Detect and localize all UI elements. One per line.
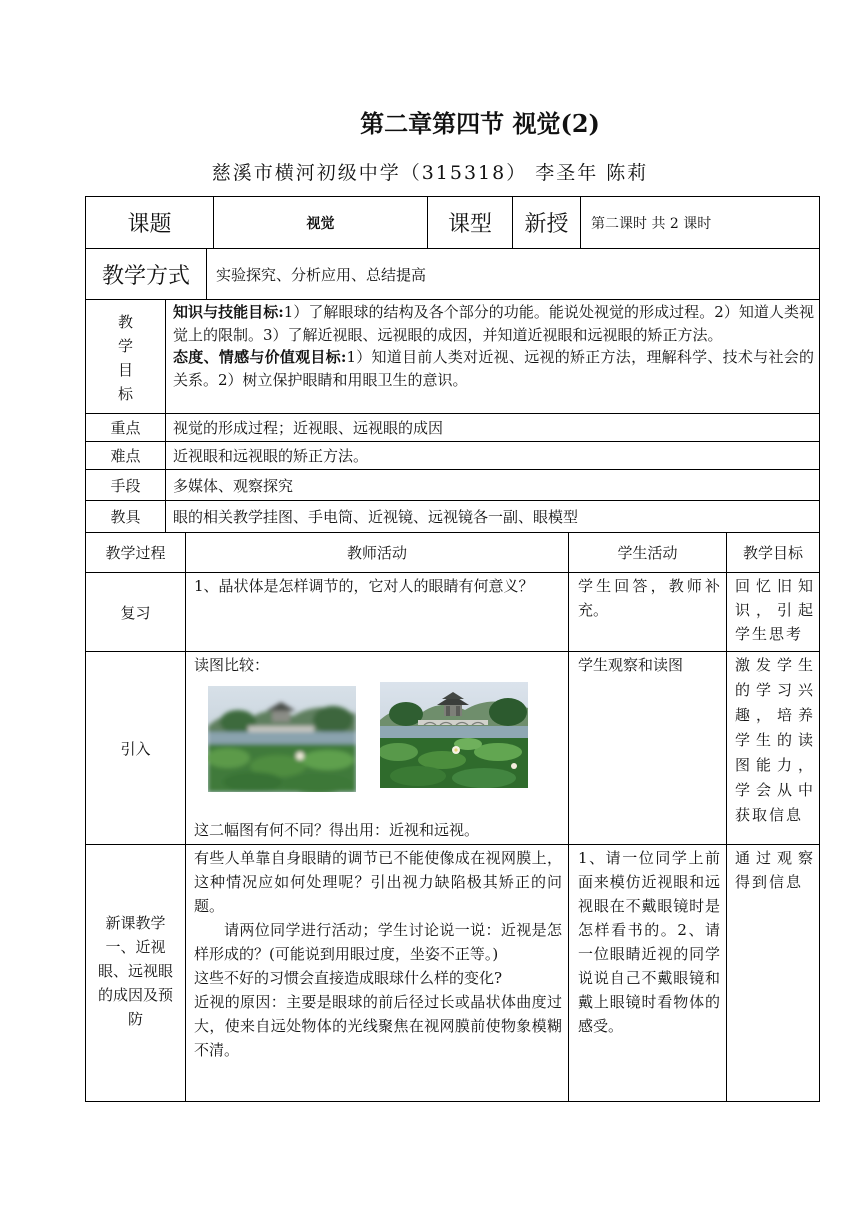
header-goal-label: 教学目标 [742, 544, 803, 562]
goal-value-cell [165, 299, 820, 414]
process-header-stage [85, 532, 186, 573]
student-newlesson-text: 1、请一位同学上前面来模仿近视眼和远视眼在不戴眼镜时是怎样看书的。2、请一位眼睛近视的同学说说自己不戴眼镜和戴上眼镜时看物体的感受。 [578, 849, 720, 1035]
goal-knowledge-text: 1）了解眼球的结构及各个部分的功能。能说处视觉的形成过程。2）知道人类视觉上的限制。3）了解近视眼、远视眼的成因，并知道近视眼和远视眼的矫正方法。 [173, 303, 814, 344]
goal-attitude-label: 态度、情感与价值观目标: [173, 348, 347, 366]
clear-landscape-image [380, 682, 528, 788]
topic-value: 视觉 [306, 215, 335, 232]
method-label-cell [85, 248, 207, 300]
teacher-review-cell [185, 572, 569, 652]
method-value-cell [206, 248, 820, 300]
process-header-student [568, 532, 727, 573]
means-value-cell [165, 469, 820, 501]
goal-label-char: 学 [117, 337, 133, 355]
student-newlesson-cell [568, 844, 727, 1102]
difficulty-label: 难点 [110, 447, 141, 465]
process-header-goal [726, 532, 820, 573]
key-value-cell [165, 413, 820, 442]
tools-value-cell [165, 500, 820, 533]
topic-label-cell [85, 196, 214, 249]
stage-newlesson: 新课教学一、近视眼、远视眼的成因及预防 [97, 914, 173, 1028]
difficulty-value-cell [165, 441, 820, 470]
goal-label-cell [85, 299, 166, 414]
type-label: 课型 [447, 212, 492, 237]
student-intro-cell [568, 651, 727, 845]
means-label-cell [85, 469, 166, 501]
student-intro-text: 学生观察和读图 [578, 656, 684, 674]
goal-review-cell [726, 572, 820, 652]
header-stage-label: 教学过程 [105, 544, 166, 562]
tools-value: 眼的相关教学挂图、手电筒、近视镜、远视镜各一副、眼模型 [173, 508, 579, 526]
goal-review-text: 回忆旧知识，引起学生思考 [735, 577, 815, 643]
teacher-intro-conclusion: 这二幅图有何不同？得出用：近视和远视。 [194, 821, 480, 839]
teacher-newlesson-p2: 请两位同学进行活动；学生讨论说一说：近视是怎样形成的？(可能说到用眼过度，坐姿不正等。) [194, 921, 562, 963]
stage-intro: 引入 [120, 739, 151, 758]
teacher-intro-prompt: 读图比较： [194, 656, 270, 674]
type-value: 新授 [524, 212, 569, 237]
blurry-landscape-image [208, 686, 356, 792]
student-review-text: 学生回答，教师补充。 [578, 577, 720, 619]
goal-knowledge-label: 知识与技能目标: [173, 303, 284, 321]
process-header-teacher [185, 532, 569, 573]
topic-label: 课题 [127, 212, 172, 237]
goal-intro-text: 激发学生的学习兴趣，培养学生的读图能力，学会从中获取信息 [735, 656, 815, 824]
stage-review: 复习 [120, 603, 151, 622]
teacher-newlesson-cell [185, 844, 569, 1102]
goal-newlesson-text: 通过观察得到信息 [735, 849, 815, 891]
header-teacher-label: 教师活动 [346, 544, 407, 562]
tools-label-cell [85, 500, 166, 533]
teacher-newlesson-p3: 这些不好的习惯会直接造成眼球什么样的变化? [194, 969, 503, 987]
teacher-review-text: 1、晶状体是怎样调节的，它对人的眼睛有何意义？ [194, 577, 534, 595]
teacher-intro-cell [185, 651, 569, 845]
teacher-newlesson-p4: 近视的原因：主要是眼球的前后径过长或晶状体曲度过大，使来自远处物体的光线聚焦在视网膜前使物象模糊不清。 [194, 993, 562, 1059]
key-label-cell [85, 413, 166, 442]
key-value: 视觉的形成过程；近视眼、远视眼的成因 [173, 419, 444, 437]
goal-label-char: 标 [117, 385, 133, 403]
page-title: 第二章第四节 视觉(2) [360, 109, 600, 138]
stage-intro-cell [85, 651, 186, 845]
goal-attitude-text: 1）知道目前人类对近视、远视的矫正方法，理解科学、技术与社会的关系。2）树立保护眼睛和用眼卫生的意识。 [173, 348, 814, 389]
goal-label-char: 目 [117, 361, 133, 379]
student-review-cell [568, 572, 727, 652]
goal-newlesson-cell [726, 844, 820, 1102]
type-value-cell [512, 196, 581, 249]
author-line: 慈溪市横河初级中学（315318） 李圣年 陈莉 [211, 162, 649, 184]
goal-intro-cell [726, 651, 820, 845]
method-label: 教学方式 [101, 263, 190, 289]
type-label-cell [427, 196, 513, 249]
means-label: 手段 [110, 476, 141, 495]
period-cell [580, 196, 820, 249]
means-value: 多媒体、观察探究 [173, 476, 294, 495]
difficulty-label-cell [85, 441, 166, 470]
method-value: 实验探究、分析应用、总结提高 [216, 265, 427, 284]
tools-label: 教具 [110, 508, 141, 526]
topic-value-cell [213, 196, 428, 249]
header-student-label: 学生活动 [617, 544, 678, 562]
period-value: 第二课时 共 2 课时 [591, 215, 712, 232]
teacher-newlesson-p1: 有些人单靠自身眼睛的调节已不能使像成在视网膜上，这种情况应如何处理呢？引出视力缺陷极其矫正的问题。 [194, 849, 562, 915]
stage-review-cell [85, 572, 186, 652]
key-label: 重点 [110, 419, 141, 437]
stage-newlesson-cell [85, 844, 186, 1102]
goal-label-char: 教 [117, 313, 133, 331]
difficulty-value: 近视眼和远视眼的矫正方法。 [173, 447, 369, 465]
